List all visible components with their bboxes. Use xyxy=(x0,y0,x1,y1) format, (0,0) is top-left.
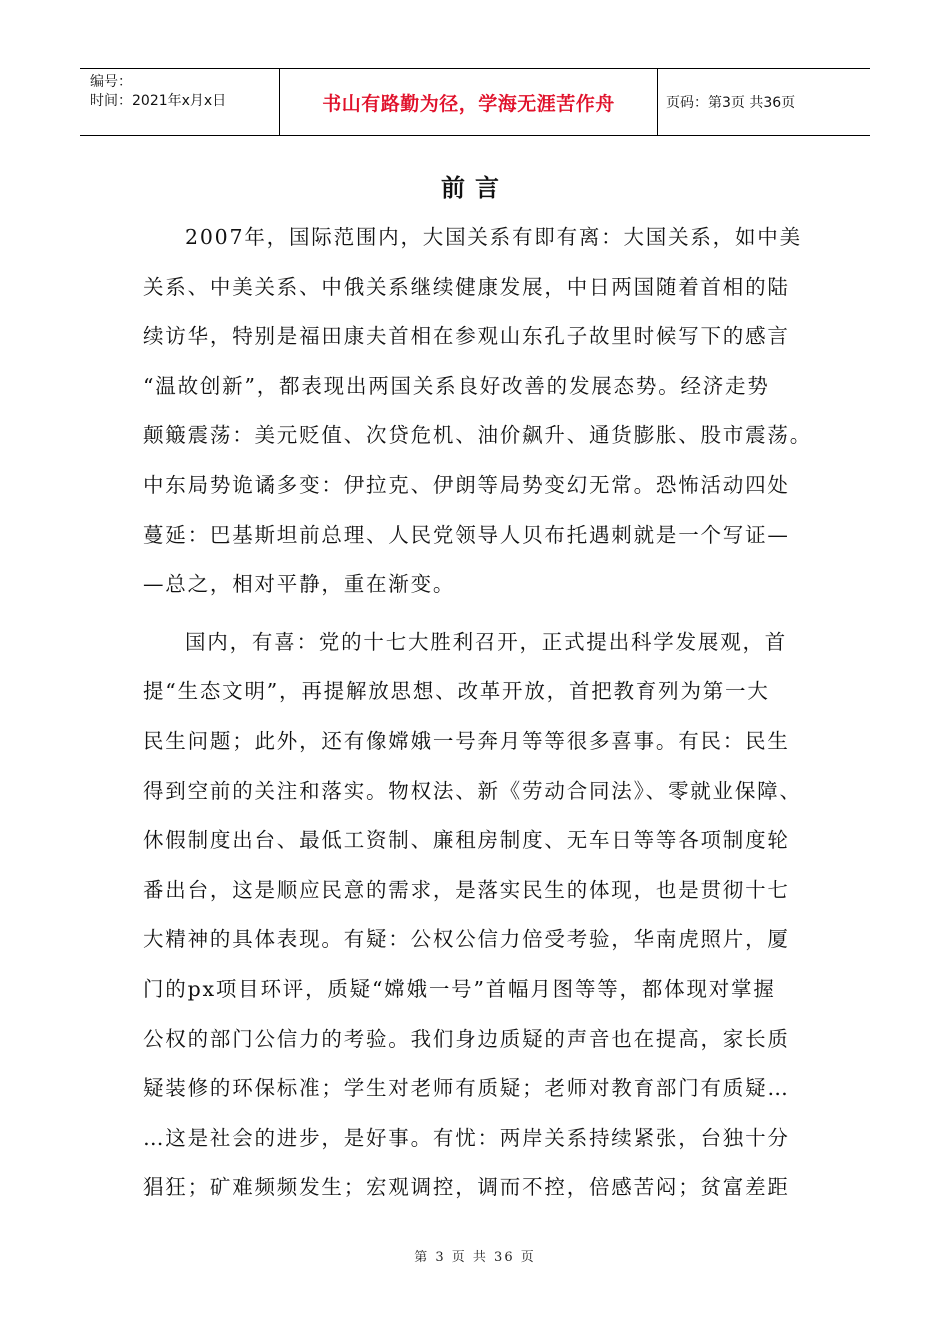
paragraph-gap xyxy=(143,610,828,618)
text-line: 番出台，这是顺应民意的需求，是落实民生的体现，也是贯彻十七 xyxy=(143,877,790,902)
text-line: 颠簸震荡：美元贬值、次贷危机、油价飙升、通货膨胀、股市震荡。 xyxy=(143,423,812,448)
text-line: 门的px项目环评，质疑“嫦娥一号”首幅月图等等，都体现对掌握 xyxy=(143,976,776,1001)
text-line: 公权的部门公信力的考验。我们身边质疑的声音也在提高，家长质 xyxy=(143,1026,790,1051)
text-line: 续访华，特别是福田康夫首相在参观山东孔子故里时候写下的感言 xyxy=(143,324,790,349)
document-number-label: 编号： xyxy=(90,74,132,90)
text-line: 疑装修的环保标准；学生对老师有质疑；老师对教育部门有质疑… xyxy=(143,1076,790,1101)
page-header xyxy=(80,68,870,136)
text-line: “温故创新”，都表现出两国关系良好改善的发展态势。经济走势 xyxy=(143,373,770,398)
text-line: 关系、中美关系、中俄关系继续健康发展，中日两国随着首相的陆 xyxy=(143,274,790,299)
document-time-label: 时间：2021年x月x日 xyxy=(90,93,227,109)
header-meta-cell xyxy=(80,69,280,135)
text-line: 国内，有喜：党的十七大胜利召开，正式提出科学发展观，首 xyxy=(185,629,788,654)
text-line: 大精神的具体表现。有疑：公权公信力倍受考验，华南虎照片，厦 xyxy=(143,927,790,952)
text-line: …这是社会的进步，是好事。有忧：两岸关系持续紧张，台独十分 xyxy=(143,1125,790,1150)
text-line: 蔓延：巴基斯坦前总理、人民党领导人贝布托遇刺就是一个写证— xyxy=(143,522,790,547)
text-line: 猖狂；矿难频频发生；宏观调控，调而不控，倍感苦闷；贫富差距 xyxy=(143,1175,790,1200)
page-footer: 第 3 页 共 36 页 xyxy=(414,1250,536,1265)
text-line: 中东局势诡谲多变：伊拉克、伊朗等局势变幻无常。恐怖活动四处 xyxy=(143,472,790,497)
document-title: 前言 xyxy=(441,174,509,202)
text-line: 民生问题；此外，还有像嫦娥一号奔月等等很多喜事。有民：民生 xyxy=(143,728,790,753)
paragraph xyxy=(143,618,828,1213)
header-page-info: 页码：第3页 共36页 xyxy=(666,95,796,111)
text-line: 2007年，国际范围内，大国关系有即有离：大国关系，如中美 xyxy=(185,225,802,249)
text-line: 休假制度出台、最低工资制、廉租房制度、无车日等等各项制度轮 xyxy=(143,828,790,853)
header-motto: 书山有路勤为径，学海无涯苦作舟 xyxy=(280,69,658,135)
paragraph xyxy=(143,213,828,610)
document-body xyxy=(143,213,828,1213)
text-line: 提“生态文明”，再提解放思想、改革开放，首把教育列为第一大 xyxy=(143,679,770,704)
text-line: —总之，相对平静，重在渐变。 xyxy=(143,572,456,597)
text-line: 得到空前的关注和落实。物权法、新《劳动合同法》、零就业保障、 xyxy=(143,778,802,803)
